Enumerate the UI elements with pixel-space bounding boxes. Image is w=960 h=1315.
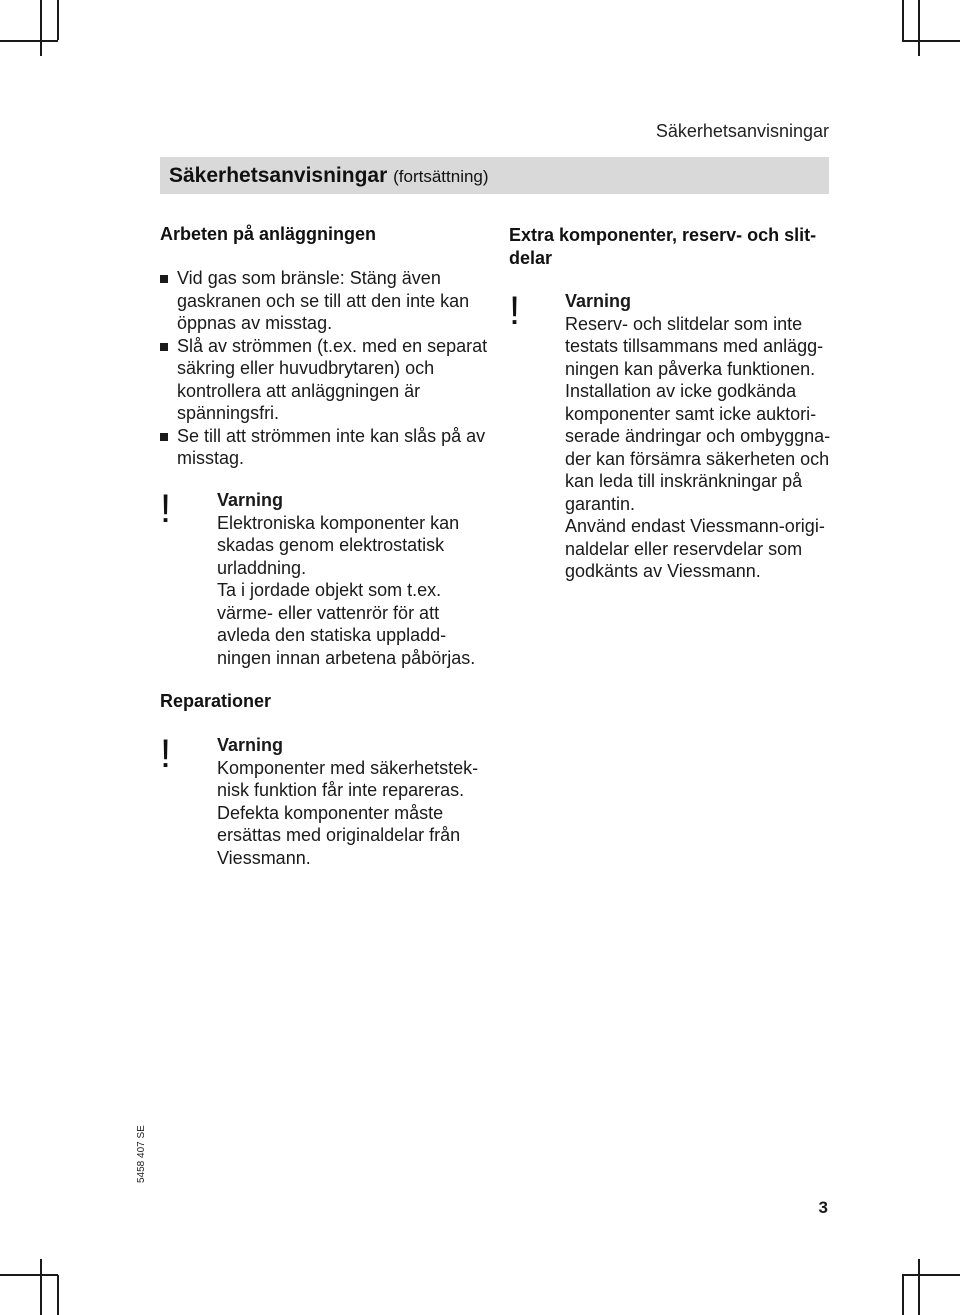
heading-arbeten: Arbeten på anläggningen: [160, 224, 377, 244]
exclamation-icon: !: [160, 487, 172, 531]
page-title-sub: (fortsättning): [393, 167, 489, 186]
page-number: 3: [818, 1198, 828, 1217]
list-item: Se till att strömmen inte kan slås på av misstag.: [160, 425, 490, 470]
warning-line: Ta i jordade objekt som t.ex.: [217, 580, 442, 600]
warning-line: urladdning.: [217, 557, 307, 578]
warning-line: skadas genom elektrostatisk: [217, 535, 445, 555]
list-item: Slå av strömmen (t.ex. med en separat säkring eller huvudbrytaren) och kontrollera att anläggningen är spänningsfri.: [160, 335, 490, 425]
bullet-square-icon: [160, 343, 168, 351]
warning-line: ersättas med originaldelar från: [217, 825, 461, 845]
heading-extra-komponenter: Extra komponenter, reserv- och slit- delar: [509, 225, 817, 268]
warning-line: serade ändringar och ombyggna-: [565, 426, 831, 446]
warning-line: der kan försämra säkerheten och: [565, 448, 830, 469]
warning-line: värme- eller vattenrör för att: [217, 602, 440, 623]
warning-line: testats tillsammans med anlägg-: [565, 336, 824, 356]
warning-line: ningen innan arbetena påbörjas.: [217, 647, 476, 668]
page-title: [169, 164, 489, 188]
warning-line: Reserv- och slitdelar som inte: [565, 313, 803, 334]
bullet-square-icon: [160, 433, 168, 441]
page-title-main: Säkerhetsanvisningar: [169, 164, 388, 187]
warning-line: Använd endast Viessmann-origi-: [565, 516, 825, 536]
warning-line: Defekta komponenter måste: [217, 802, 444, 823]
warning-line: kan leda till inskränkningar på: [565, 471, 803, 491]
warning-title: Varning: [565, 291, 632, 311]
warning-line: Installation av icke godkända: [565, 381, 797, 401]
warning-line: garantin.: [565, 493, 636, 514]
warning-line: Komponenter med säkerhetstek-: [217, 757, 479, 778]
bullet-square-icon: [160, 275, 168, 283]
list-item: Vid gas som bränsle: Stäng även gaskranen och se till att den inte kan öppnas av misstag.: [160, 267, 490, 335]
warning-line: Viessmann.: [217, 847, 311, 868]
warning-line: komponenter samt icke auktori-: [565, 403, 817, 424]
warning-line: naldelar eller reservdelar som: [565, 538, 803, 559]
warning-line: nisk funktion får inte repareras.: [217, 780, 465, 800]
warning-block-electrostatic: [217, 489, 507, 669]
warning-line: ningen kan påverka funktionen.: [565, 358, 816, 379]
warning-title: Varning: [217, 735, 284, 755]
warning-line: godkänts av Viessmann.: [565, 561, 761, 581]
warning-block-parts: [565, 290, 855, 583]
exclamation-icon: !: [509, 289, 521, 333]
warning-line: avleda den statiska uppladd-: [217, 625, 447, 645]
warning-line: Elektroniska komponenter kan: [217, 512, 460, 533]
exclamation-icon: !: [160, 732, 172, 776]
section-title-bar: [160, 157, 829, 194]
document-code: 5458 407 SE: [136, 1125, 147, 1183]
running-head: Säkerhetsanvisningar: [655, 121, 829, 141]
bullet-list: [160, 267, 490, 470]
warning-title: Varning: [217, 490, 284, 510]
heading-reparationer: Reparationer: [160, 691, 272, 711]
warning-block-repairs: [217, 734, 507, 869]
